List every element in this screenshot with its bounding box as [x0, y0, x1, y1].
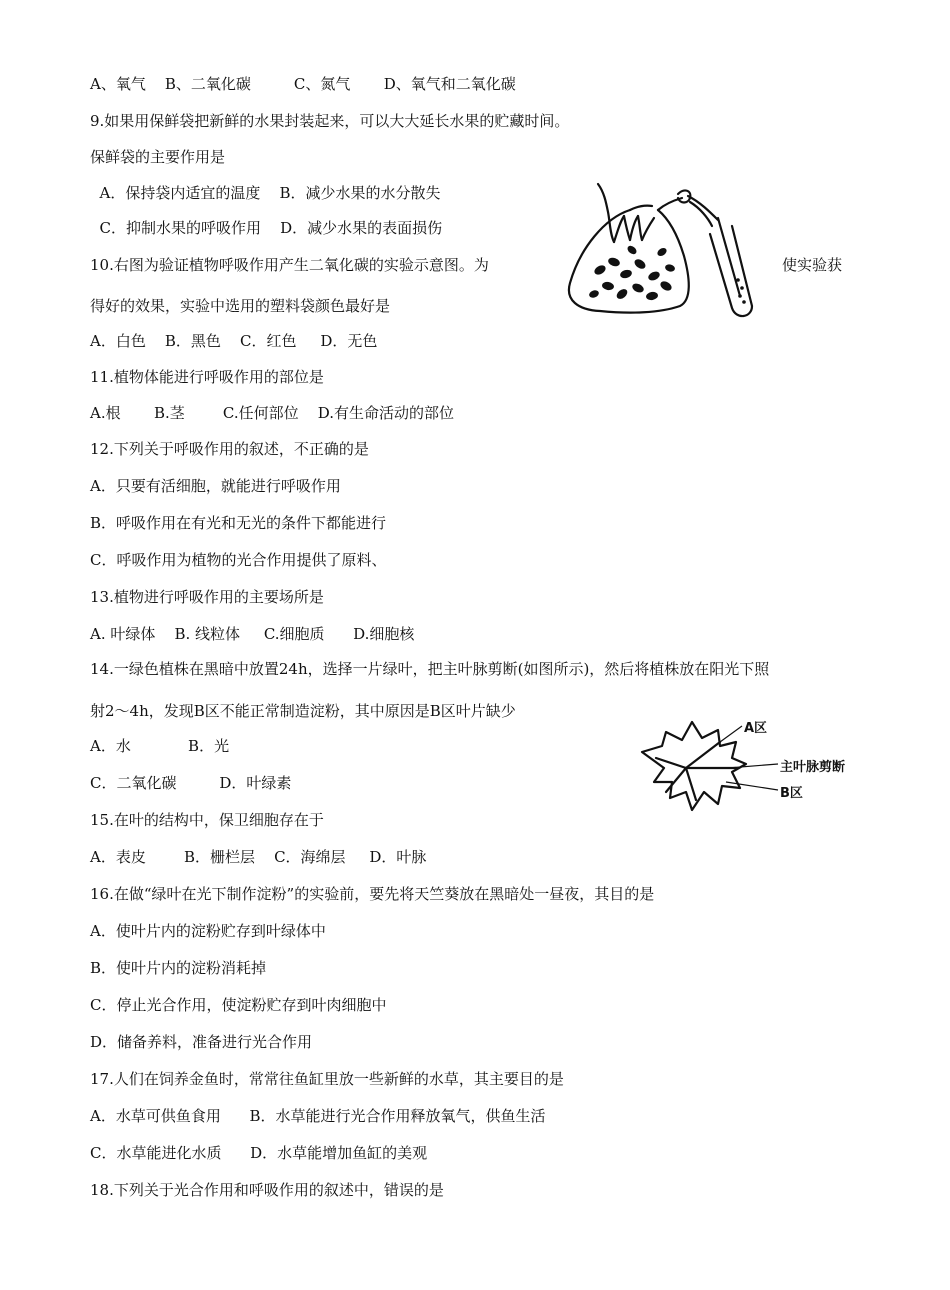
q14-stem: 14.一绿色植株在黑暗中放置24h，选择一片绿叶，把主叶脉剪断(如图所示)，然后将植株放在阳光下照	[90, 660, 770, 678]
q17-stem: 17.人们在饲养金鱼时，常常往鱼缸里放一些新鲜的水草，其主要目的是	[90, 1070, 564, 1088]
q8-options: A、氧气 B、二氧化碳 C、氮气 D、氧气和二氧化碳	[90, 75, 516, 93]
leaf-label-cut: 主叶脉剪断	[780, 760, 846, 775]
q12-option-c: C．呼吸作用为植物的光合作用提供了原料、	[90, 551, 387, 569]
q16-option-d: D．储备养料，准备进行光合作用	[90, 1033, 313, 1051]
bag-experiment-figure	[560, 178, 770, 326]
q16-option-a: A．使叶片内的淀粉贮存到叶绿体中	[90, 922, 326, 940]
q9-stem: 9.如果用保鲜袋把新鲜的水果封装起来，可以大大延长水果的贮藏时间。	[90, 112, 570, 130]
q9-options-ab: A．保持袋内适宜的温度 B．减少水果的水分散失	[90, 184, 441, 202]
q9-options-cd: C．抑制水果的呼吸作用 D．减少水果的表面损伤	[90, 219, 443, 237]
q10-stem-right: 使实验获	[782, 256, 843, 274]
q11-stem: 11.植物体能进行呼吸作用的部位是	[90, 368, 324, 386]
q16-stem: 16.在做“绿叶在光下制作淀粉”的实验前，要先将天竺葵放在黑暗处一昼夜，其目的是	[90, 885, 655, 903]
leaf-label-b: B区	[780, 786, 803, 801]
q14-options-ab: A．水 B．光	[90, 737, 230, 755]
q16-option-c: C．停止光合作用，使淀粉贮存到叶肉细胞中	[90, 996, 387, 1014]
q18-stem: 18.下列关于光合作用和呼吸作用的叙述中，错误的是	[90, 1181, 444, 1199]
q15-options: A．表皮 B．栅栏层 C．海绵层 D．叶脉	[90, 848, 427, 866]
q10-stem-cont: 得好的效果，实验中选用的塑料袋颜色最好是	[90, 297, 391, 315]
q11-options: A.根 B.茎 C.任何部位 D.有生命活动的部位	[90, 404, 454, 422]
q13-stem: 13.植物进行呼吸作用的主要场所是	[90, 588, 324, 606]
q17-options-ab: A．水草可供鱼食用 B．水草能进行光合作用释放氧气，供鱼生活	[90, 1107, 546, 1125]
q10-stem: 10.右图为验证植物呼吸作用产生二氧化碳的实验示意图。为	[90, 256, 489, 274]
q15-stem: 15.在叶的结构中，保卫细胞存在于	[90, 811, 324, 829]
q17-options-cd: C．水草能进化水质 D．水草能增加鱼缸的美观	[90, 1144, 428, 1162]
q12-option-a: A．只要有活细胞，就能进行呼吸作用	[90, 477, 341, 495]
q9-stem-cont: 保鲜袋的主要作用是	[90, 148, 226, 166]
q13-options: A. 叶绿体 B. 线粒体 C.细胞质 D.细胞核	[90, 625, 415, 643]
leaf-label-a: A区	[744, 721, 768, 736]
q16-option-b: B．使叶片内的淀粉消耗掉	[90, 959, 267, 977]
q12-option-b: B．呼吸作用在有光和无光的条件下都能进行	[90, 514, 387, 532]
q14-options-cd: C．二氧化碳 D．叶绿素	[90, 774, 292, 792]
q12-stem: 12.下列关于呼吸作用的叙述，不正确的是	[90, 440, 369, 458]
q14-stem-cont: 射2～4h，发现B区不能正常制造淀粉，其中原因是B区叶片缺少	[90, 702, 516, 720]
q10-options: A．白色 B．黑色 C．红色 D．无色	[90, 332, 378, 350]
